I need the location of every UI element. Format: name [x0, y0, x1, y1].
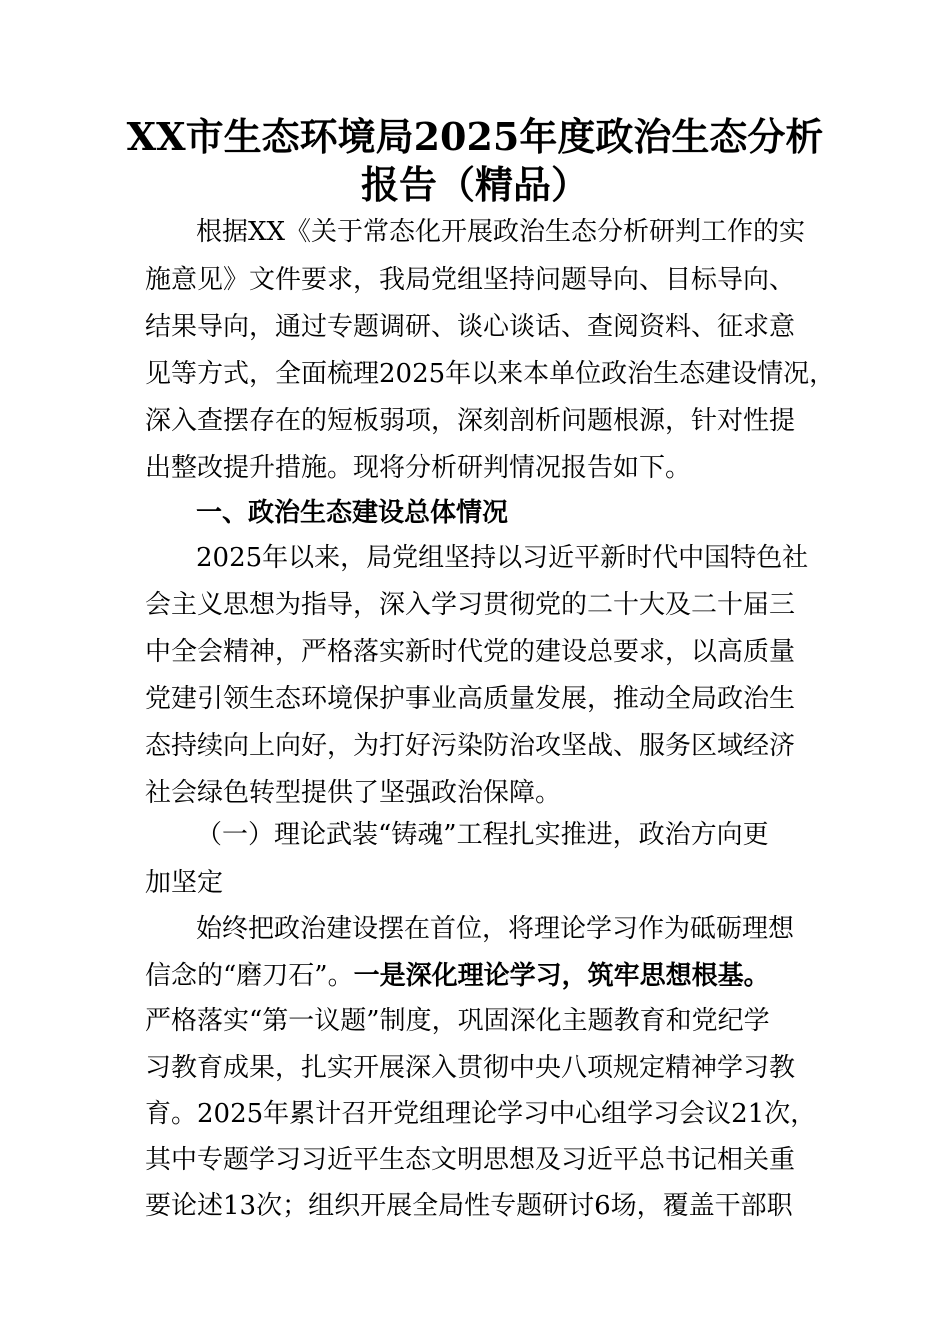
intro-line: 施意见》文件要求，我局党组坚持问题导向、目标导向、 — [145, 265, 796, 295]
intro-line: 深入查摆存在的短板弱项，深刻剖析问题根源，针对性提 — [145, 406, 796, 436]
subsection-paragraph-line: 习教育成果，扎实开展深入贯彻中央八项规定精神学习教 — [145, 1053, 796, 1083]
section-paragraph-line: 态持续向上向好，为打好污染防治攻坚战、服务区域经济 — [145, 731, 796, 761]
subsection-paragraph-line: 严格落实“第一议题”制度，巩固深化主题教育和党纪学 — [145, 1006, 770, 1036]
paragraph-text: 信念的“磨刀石”。 — [145, 961, 354, 991]
subsection-paragraph-line — [145, 959, 770, 993]
section-paragraph-line: 党建引领生态环境保护事业高质量发展，推动全局政治生 — [145, 684, 796, 714]
subsection-paragraph-line: 育。2025年累计召开党组理论学习中心组学习会议21次， — [145, 1099, 817, 1129]
section-paragraph-line: 社会绿色转型提供了坚强政治保障。 — [145, 778, 562, 808]
intro-line: 见等方式，全面梳理2025年以来本单位政治生态建设情况， — [145, 359, 836, 389]
section-heading: 一、政治生态建设总体情况 — [196, 498, 509, 528]
document-title-line-2: 报告（精品） — [360, 162, 589, 207]
section-paragraph-line: 2025年以来，局党组坚持以习近平新时代中国特色社 — [196, 543, 809, 573]
subsection-heading-line: （一）理论武装“铸魂”工程扎实推进，政治方向更 — [196, 820, 769, 850]
section-paragraph-line: 会主义思想为指导，深入学习贯彻党的二十大及二十届三 — [145, 590, 796, 620]
subsection-heading-line: 加坚定 — [145, 868, 224, 898]
subsection-paragraph-line: 其中专题学习习近平生态文明思想及习近平总书记相关重 — [145, 1145, 796, 1175]
intro-line: 出整改提升措施。现将分析研判情况报告如下。 — [145, 453, 692, 483]
section-paragraph-line: 中全会精神，严格落实新时代党的建设总要求，以高质量 — [145, 637, 796, 667]
document-title-line-1: XX市生态环境局2025年度政治生态分析 — [126, 114, 824, 159]
intro-line: 根据XX《关于常态化开展政治生态分析研判工作的实 — [196, 217, 806, 247]
bold-lead-text: 一是深化理论学习，筑牢思想根基。 — [353, 961, 770, 991]
intro-line: 结果导向，通过专题调研、谈心谈话、查阅资料、征求意 — [145, 312, 796, 342]
subsection-paragraph-line: 要论述13次；组织开展全局性专题研讨6场，覆盖干部职 — [145, 1191, 793, 1221]
subsection-paragraph-line: 始终把政治建设摆在首位，将理论学习作为砥砺理想 — [196, 914, 795, 944]
